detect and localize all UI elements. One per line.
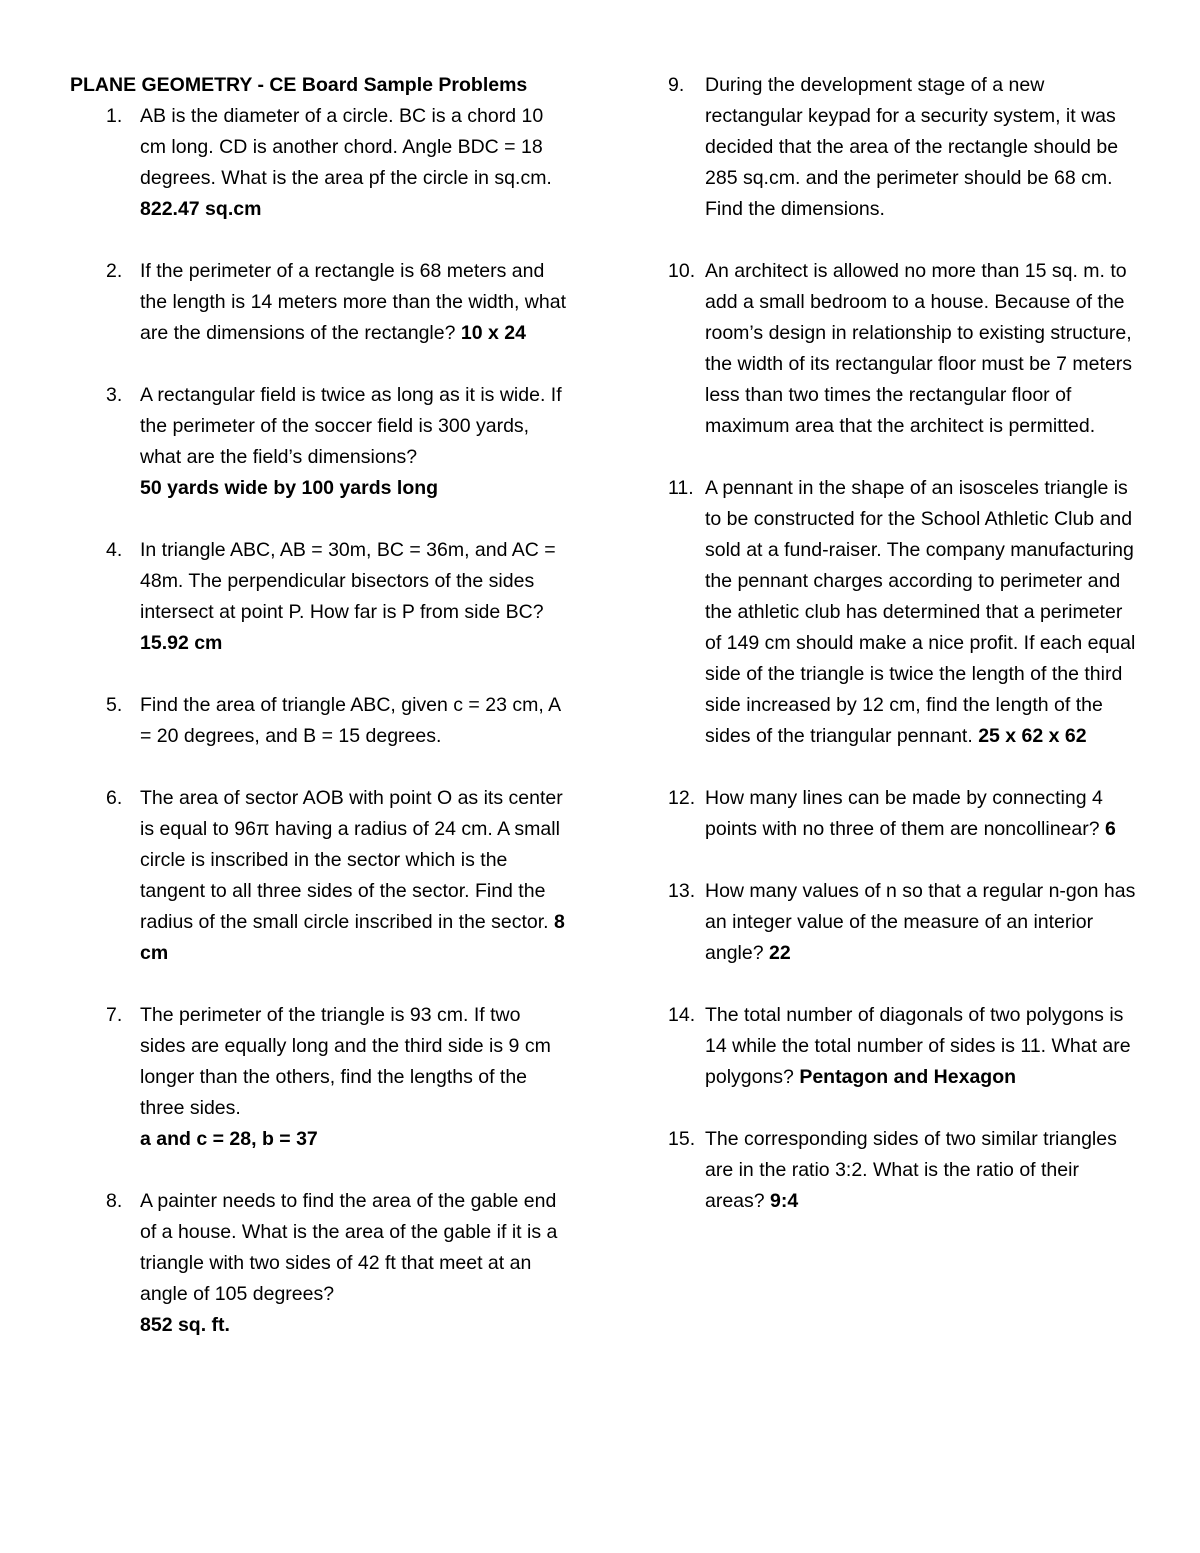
answer-text: 22 — [768, 942, 791, 964]
problem-text — [705, 1000, 1136, 1093]
problem-6 — [70, 783, 570, 969]
problem-number: 6. — [106, 787, 123, 809]
question-text: A rectangular field is twice as long as it is wide. If the perimeter of the soccer field is 300 yards, what are the field’s dimensions? — [140, 384, 562, 468]
problem-10 — [668, 256, 1136, 442]
answer-text: 10 x 24 — [460, 322, 526, 344]
problem-number: 15. — [668, 1128, 696, 1150]
question-text: If the perimeter of a rectangle is 68 meters and the length is 14 meters more than the width, what are the dimensions of the rectangle? — [140, 260, 566, 344]
answer-text: 25 x 62 x 62 — [978, 725, 1087, 747]
question-text: AB is the diameter of a circle. BC is a chord 10 cm long. CD is another chord. Angle BDC = 18 degrees. What is the area pf the circle in sq.cm. — [140, 105, 552, 189]
problem-7 — [70, 1000, 570, 1155]
document-title: PLANE GEOMETRY - CE Board Sample Problems — [70, 74, 528, 96]
problem-text — [705, 1124, 1136, 1217]
question-text: A pennant in the shape of an isosceles triangle is to be constructed for the School Athletic Club and sold at a fund-raiser. The company manufacturing the pennant charges according to perimeter and the athletic club has determined that a perimeter of 149 cm should make a nice profit. If each equal side of the triangle is twice the length of the third side increased by 12 cm, find the length of the sides of the triangular pennant. — [705, 477, 1136, 747]
problem-text — [140, 535, 570, 659]
answer-text: 50 yards wide by 100 yards long — [140, 477, 439, 499]
question-text: The perimeter of the triangle is 93 cm. If two sides are equally long and the third side is 9 cm longer than the others, find the lengths of the three sides. — [140, 1004, 551, 1119]
answer-text: 9:4 — [770, 1190, 799, 1212]
problem-text — [705, 783, 1136, 845]
answer-text: 822.47 sq.cm — [140, 198, 262, 220]
question-text: Find the area of triangle ABC, given c = 23 cm, A = 20 degrees, and B = 15 degrees. — [140, 694, 561, 747]
answer-text: 852 sq. ft. — [140, 1314, 230, 1336]
problem-number: 7. — [106, 1004, 123, 1026]
problem-text — [140, 101, 570, 225]
problem-14 — [668, 1000, 1136, 1093]
question-text: An architect is allowed no more than 15 sq. m. to add a small bedroom to a house. Because of the room’s design in relationship to existing structure, the width of its rectangular floor must be 7 meters less than two times the rectangular floor of maximum area that the architect is permitted. — [705, 260, 1133, 437]
problem-number: 3. — [106, 384, 123, 406]
problem-number: 11. — [668, 477, 694, 499]
left-column — [70, 70, 570, 1341]
problem-text — [140, 783, 570, 969]
problem-1 — [70, 101, 570, 225]
problem-5 — [70, 690, 570, 752]
question-text: A painter needs to find the area of the gable end of a house. What is the area of the gable if it is a triangle with two sides of 42 ft that meet at an angle of 105 degrees? — [140, 1190, 558, 1305]
problem-4 — [70, 535, 570, 659]
problem-number: 4. — [106, 539, 123, 561]
question-text: How many values of n so that a regular n-gon has an integer value of the measure of an interior angle? — [705, 880, 1136, 964]
answer-text: 8 cm — [140, 911, 565, 964]
problem-number: 12. — [668, 787, 696, 809]
problem-text — [140, 256, 570, 349]
problem-text — [705, 70, 1136, 225]
problem-13 — [668, 876, 1136, 969]
problem-text — [140, 380, 570, 504]
problem-15 — [668, 1124, 1136, 1217]
problem-number: 9. — [668, 74, 685, 96]
problem-2 — [70, 256, 570, 349]
question-text: In triangle ABC, AB = 30m, BC = 36m, and AC = 48m. The perpendicular bisectors of the sides intersect at point P. How far is P from side BC? — [140, 539, 556, 623]
question-text: How many lines can be made by connecting 4 points with no three of them are noncollinear? — [705, 787, 1105, 840]
question-text: The total number of diagonals of two polygons is 14 while the total number of sides is 11. What are polygons? — [705, 1004, 1131, 1088]
problem-text — [140, 1000, 570, 1155]
problem-number: 1. — [106, 105, 123, 127]
answer-text: a and c = 28, b = 37 — [140, 1128, 318, 1150]
problem-text — [140, 690, 570, 752]
problem-number: 5. — [106, 694, 123, 716]
problem-8 — [70, 1186, 570, 1341]
problem-text — [705, 473, 1136, 752]
problem-12 — [668, 783, 1136, 845]
problem-number: 13. — [668, 880, 696, 902]
problem-3 — [70, 380, 570, 504]
right-column — [668, 70, 1136, 1217]
problem-9 — [668, 70, 1136, 225]
problem-text — [705, 256, 1136, 442]
problem-number: 2. — [106, 260, 123, 282]
problem-11 — [668, 473, 1136, 752]
problem-number: 10. — [668, 260, 696, 282]
problem-number: 14. — [668, 1004, 696, 1026]
question-text: During the development stage of a new rectangular keypad for a security system, it was decided that the area of the rectangle should be 285 sq.cm. and the perimeter should be 68 cm. Find the dimensions. — [705, 74, 1119, 220]
answer-text: 6 — [1105, 818, 1116, 840]
question-text: The corresponding sides of two similar triangles are in the ratio 3:2. What is the ratio of their areas? — [705, 1128, 1117, 1212]
answer-text: 15.92 cm — [140, 632, 223, 654]
answer-text: Pentagon and Hexagon — [799, 1066, 1017, 1088]
problem-number: 8. — [106, 1190, 123, 1212]
problem-text — [140, 1186, 570, 1341]
problem-text — [705, 876, 1136, 969]
question-text: The area of sector AOB with point O as its center is equal to 96π having a radius of 24 cm. A small circle is inscribed in the sector which is the tangent to all three sides of the sector. Find the radius of the small circle inscribed in the sector. — [140, 787, 563, 933]
